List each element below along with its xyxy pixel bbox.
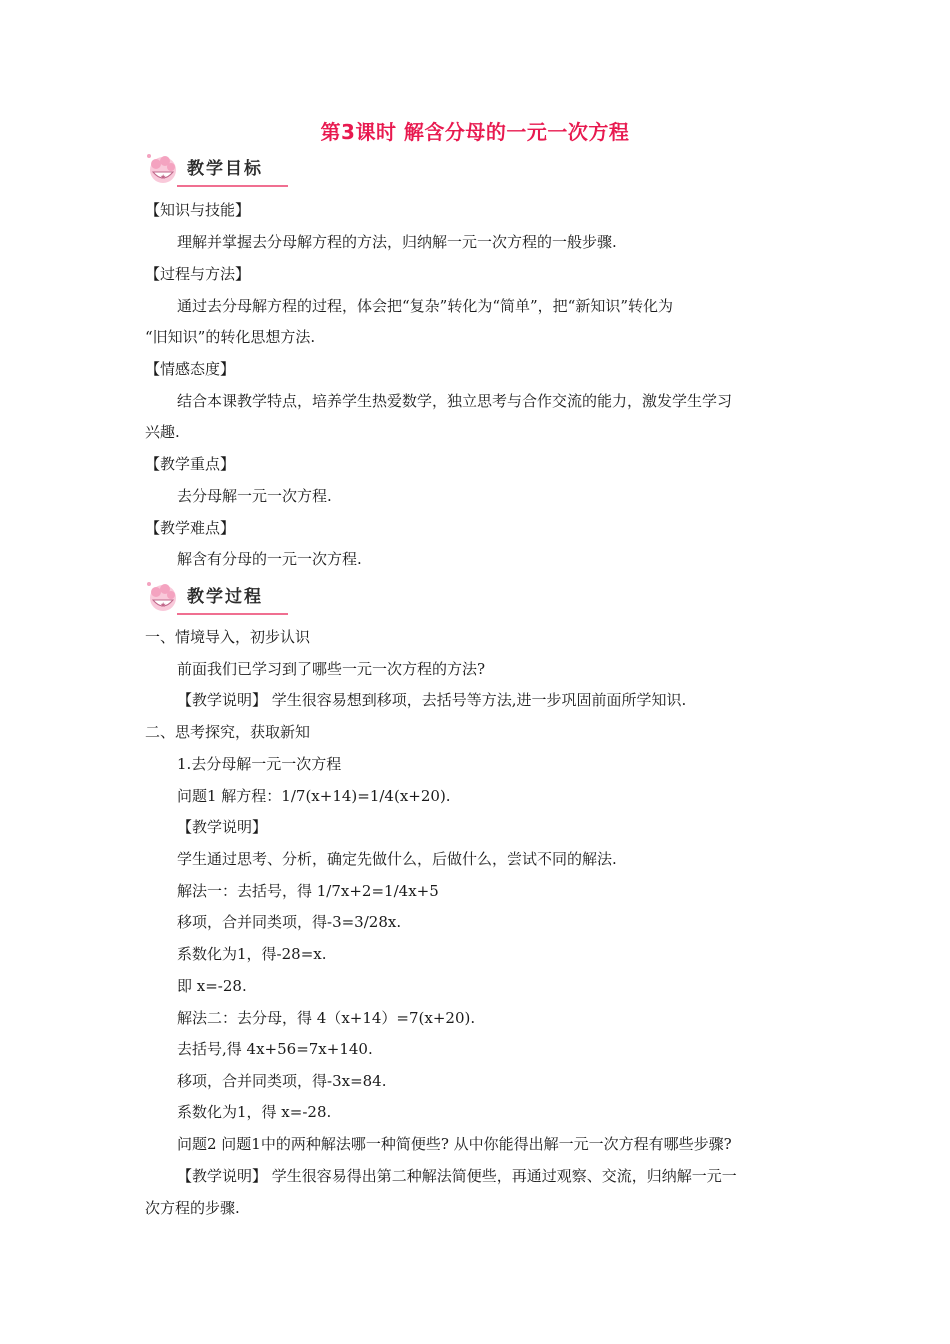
text-line: 系数化为1，得 x=-28. [177, 1103, 332, 1121]
text-line: 结合本课教学特点，培养学生热爱数学，独立思考与合作交流的能力，激发学生学习 [177, 392, 733, 410]
text-line: 问题2 问题1中的两种解法哪一种简便些? 从中你能得出解一元一次方程有哪些步骤? [177, 1135, 732, 1153]
text-line: 通过去分母解方程的过程，体会把“复杂”转化为“简单”，把“新知识”转化为 [177, 297, 674, 315]
text-line: 【教学说明】 学生很容易得出第二种解法简便些，再通过观察、交流，归纳解一元一 [177, 1167, 737, 1185]
text-line: 学生通过思考、分析，确定先做什么，后做什么，尝试不同的解法. [177, 850, 617, 868]
section-header-process [143, 578, 293, 616]
text-line: 移项，合并同类项，得-3x=84. [177, 1072, 387, 1090]
section-title-goals: 教学目标 [187, 159, 263, 179]
text-line: 前面我们已学习到了哪些一元一次方程的方法? [177, 660, 486, 678]
text-line: 去括号,得 4x+56=7x+140. [177, 1040, 373, 1058]
text-line: 【教学说明】 [177, 818, 268, 836]
text-line: 【过程与方法】 [145, 265, 251, 283]
text-line: 【教学难点】 [145, 519, 236, 537]
text-line: 理解并掌握去分母解方程的方法，归纳解一元一次方程的一般步骤. [177, 233, 617, 251]
text-line: 二、思考探究，获取新知 [145, 723, 311, 741]
text-line: 移项，合并同类项，得-3=3/28x. [177, 913, 402, 931]
text-line: “旧知识”的转化思想方法. [145, 328, 316, 346]
section-title-process: 教学过程 [187, 587, 263, 607]
text-line: 系数化为1，得-28=x. [177, 945, 327, 963]
text-line: 【知识与技能】 [145, 201, 251, 219]
section-header-goals [143, 150, 293, 188]
text-line: 解含有分母的一元一次方程. [177, 550, 362, 568]
svg-text:★: ★ [160, 173, 167, 181]
text-line: 一、情境导入，初步认识 [145, 628, 311, 646]
text-line: 【教学说明】 学生很容易想到移项，去括号等方法,进一步巩固前面所学知识. [177, 691, 687, 709]
text-line: 次方程的步骤. [145, 1199, 240, 1217]
text-line: 解法一：去括号，得 1/7x+2=1/4x+5 [177, 882, 439, 900]
text-line: 【情感态度】 [145, 360, 236, 378]
text-line: 去分母解一元一次方程. [177, 487, 332, 505]
text-line: 【教学重点】 [145, 455, 236, 473]
svg-text:★: ★ [160, 601, 167, 609]
text-line: 即 x=-28. [177, 977, 247, 995]
text-line: 兴趣. [145, 423, 180, 441]
text-line: 问题1 解方程：1/7(x+14)=1/4(x+20). [177, 787, 451, 805]
page-title: 第3课时 解含分母的一元一次方程 [320, 120, 630, 144]
text-line: 解法二：去分母，得 4（x+14）=7(x+20). [177, 1009, 476, 1027]
text-line: 1.去分母解一元一次方程 [177, 755, 342, 773]
